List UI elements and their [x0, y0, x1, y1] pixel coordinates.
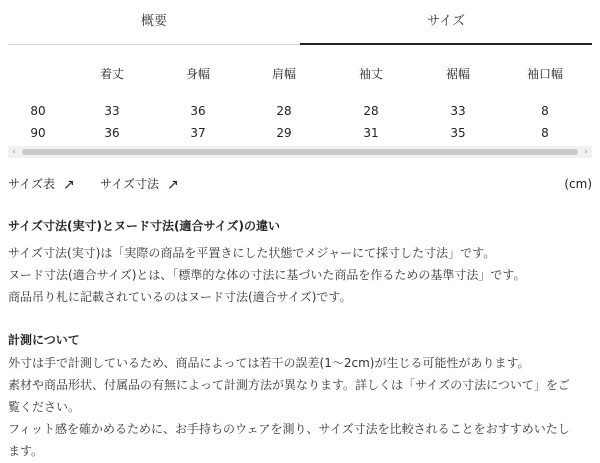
tab-size[interactable]: サイズ — [427, 14, 465, 29]
paragraph-line: ます。 — [8, 444, 44, 458]
table-header-row — [0, 60, 600, 88]
header-cell-shoulder-width: 肩幅 — [271, 67, 296, 81]
paragraph-line: 素材や商品形状、付属品の有無によって計測方法が異なります。詳しくは「サイズの寸法について」をご — [8, 378, 570, 392]
size-chart-link[interactable] — [8, 174, 75, 195]
table-cell: 33 — [104, 104, 120, 118]
external-link-arrow-icon: ↗ — [63, 177, 75, 193]
active-tab-indicator — [300, 43, 592, 45]
size-links-bar — [8, 174, 592, 194]
measurement-section — [8, 330, 592, 462]
header-cell-chest-width: 身幅 — [185, 67, 210, 81]
table-cell: 37 — [190, 126, 206, 140]
table-cell: 36 — [104, 126, 120, 140]
scroll-left-icon[interactable]: ‹ — [12, 147, 16, 156]
header-cell-cuff-width: 袖口幅 — [526, 67, 563, 81]
size-difference-section — [8, 216, 592, 308]
table-cell: 80 — [30, 104, 46, 118]
table-cell: 8 — [541, 104, 549, 118]
table-row — [0, 122, 600, 144]
table-cell: 31 — [363, 126, 379, 140]
external-link-arrow-icon: ↗ — [167, 177, 179, 193]
scrollbar-thumb[interactable] — [22, 149, 578, 155]
table-spacer — [0, 88, 600, 100]
table-cell: 28 — [276, 104, 292, 118]
size-measurement-link[interactable] — [100, 174, 179, 195]
header-cell-sleeve-length: 袖丈 — [358, 67, 383, 81]
paragraph-line: ヌード寸法(適合サイズ)とは、「標準的な体の寸法に基づいた商品を作るための基準寸法」です。 — [8, 268, 526, 282]
table-cell: 8 — [541, 126, 549, 140]
paragraph-line: 商品吊り札に記載されているのはヌード寸法(適合サイズ)です。 — [8, 290, 352, 304]
scroll-right-icon[interactable]: › — [584, 147, 588, 156]
tab-overview[interactable]: 概要 — [140, 14, 167, 29]
header-cell-hem-width: 裾幅 — [445, 67, 470, 81]
paragraph-line: 外寸は手で計測しているため、商品によっては若干の誤差(1〜2cm)が生じる可能性があります。 — [8, 356, 530, 370]
table-cell: 35 — [450, 126, 466, 140]
table-cell: 29 — [276, 126, 292, 140]
paragraph-line: 覧ください。 — [8, 400, 81, 414]
unit-label: (cm) — [564, 177, 592, 191]
header-cell-length: 着丈 — [99, 67, 124, 81]
paragraph-line: サイズ寸法(実寸)は「実際の商品を平置きにした状態でメジャーにて採寸した寸法」です。 — [8, 246, 496, 260]
size-measurement-link-label: サイズ寸法 — [100, 177, 160, 191]
table-cell: 28 — [363, 104, 379, 118]
paragraph-line: フィット感を確かめるために、お手持ちのウェアを測り、サイズ寸法を比較されることをおすすめいたし — [8, 422, 570, 436]
size-table — [0, 60, 600, 144]
table-cell: 36 — [190, 104, 206, 118]
horizontal-scrollbar[interactable] — [8, 146, 592, 158]
table-cell: 90 — [30, 126, 46, 140]
table-row — [0, 100, 600, 122]
table-cell: 33 — [450, 104, 466, 118]
tab-bar — [0, 0, 600, 44]
section-title: サイズ寸法(実寸)とヌード寸法(適合サイズ)の違い — [8, 219, 281, 233]
section-title: 計測について — [8, 333, 80, 347]
size-chart-link-label: サイズ表 — [8, 177, 56, 191]
